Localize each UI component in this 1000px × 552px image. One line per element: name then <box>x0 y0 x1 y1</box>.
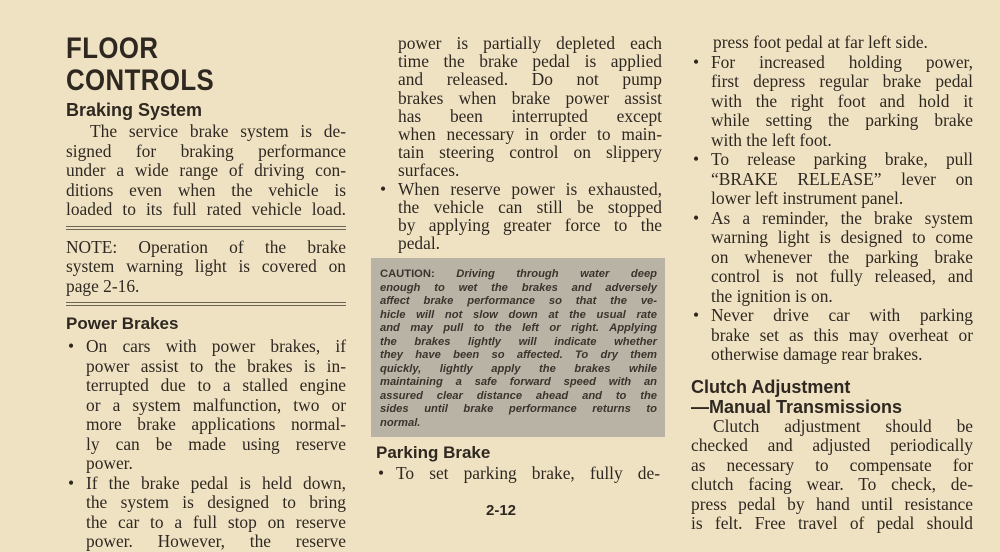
bullet-item <box>691 306 973 365</box>
text-line: signed for braking performance <box>66 140 346 161</box>
parking-brake-section <box>376 443 660 484</box>
parking-brake-heading: Parking Brake <box>376 443 491 462</box>
text-line: the brakes lightly will indicate whether <box>380 335 657 348</box>
text-line: page 2-16. <box>66 275 140 296</box>
text-line: power is partially depleted each <box>398 33 662 53</box>
text-line: When reserve power is exhausted, <box>398 178 662 199</box>
text-line: hicle will not slow down at the usual rate <box>380 308 657 321</box>
bullet-item <box>66 474 346 552</box>
text-line: To set parking brake, fully de- <box>396 463 660 483</box>
clutch-subheading: —Manual Transmissions <box>691 396 903 417</box>
text-line: with the left foot. <box>711 129 832 150</box>
text-line: NOTE: Operation of the brake <box>66 236 346 257</box>
text-line: “BRAKE RELEASE” lever on <box>711 168 973 189</box>
text-line: the ignition is on. <box>711 285 833 306</box>
text-line: Never drive car with parking <box>711 305 973 325</box>
divider <box>66 302 346 306</box>
text-line: enough to wet the brakes and adversely <box>380 281 657 294</box>
text-line: For increased holding power, <box>711 51 973 72</box>
text-line: surfaces. <box>398 160 460 181</box>
caution-text: Driving through water deep <box>456 268 657 280</box>
caution-label: CAUTION: <box>380 268 435 280</box>
page-number: 2-12 <box>485 502 517 519</box>
text-line: On cars with power brakes, if <box>86 336 346 356</box>
bullet-icon: • <box>693 149 700 169</box>
text-line: the system is designed to bring <box>86 492 346 512</box>
text-line: clutch facing wear. To check, de- <box>691 474 973 494</box>
text-line: ditions even when the vehicle is <box>66 179 346 200</box>
text-line <box>380 268 657 282</box>
text-line: on whenever the parking brake <box>711 246 973 267</box>
text-line: power assist to the brakes is in- <box>86 355 346 376</box>
column-3 <box>691 33 973 534</box>
text-line: maintaining a safe forward speed with an <box>380 376 657 388</box>
text-line: power. However, the reserve <box>86 531 346 551</box>
text-line: the vehicle can still be stopped <box>398 196 662 217</box>
bullet-icon: • <box>693 51 700 72</box>
bullet-item <box>66 337 346 474</box>
text-line: If the brake pedal is held down, <box>86 472 346 493</box>
bullet-icon: • <box>693 207 700 228</box>
text-line: control is not fully released, and <box>711 266 973 286</box>
note-paragraph <box>66 238 346 297</box>
bullet-icon: • <box>68 336 75 356</box>
text-line: time the brake pedal is applied <box>398 51 662 72</box>
bullet-item <box>691 209 973 307</box>
page-title: FLOOR CONTROLS <box>66 32 215 97</box>
divider <box>66 226 346 230</box>
bullet-item <box>378 180 662 253</box>
text-line: affect brake performance so that the ve- <box>380 295 657 307</box>
text-line: ly can be made using reserve <box>86 433 346 454</box>
text-line: terrupted due to a stalled engine <box>86 375 346 395</box>
text-line: and may pull to the left or right. Applying <box>380 322 657 334</box>
caution-box <box>371 258 665 437</box>
text-line: by applying greater force to the <box>398 215 662 236</box>
text-line: the car to a full stop on reserve <box>86 511 346 532</box>
bullet-icon: • <box>378 463 385 483</box>
bullet-icon: • <box>68 472 75 493</box>
text-line: otherwise damage rear brakes. <box>711 344 923 364</box>
text-line: has been interrupted except <box>398 105 662 126</box>
column-2 <box>378 34 662 252</box>
text-line: lower left instrument panel. <box>711 188 904 208</box>
text-line: pedal. <box>398 233 441 254</box>
text-line: with the right foot and hold it <box>711 90 973 111</box>
braking-system-heading: Braking System <box>66 100 203 120</box>
text-line: under a wide range of driving con- <box>66 160 346 180</box>
text-line: brake set as this may overheat or <box>711 324 973 345</box>
text-line: brakes when brake power assist <box>398 87 662 108</box>
text-line: system warning light is covered on <box>66 256 346 276</box>
text-line: or a system malfunction, two or <box>86 394 346 415</box>
text-line: they have been so affected. To dry them <box>380 349 657 361</box>
text-line: while setting the parking brake <box>711 110 973 130</box>
text-line: As a reminder, the brake system <box>711 207 973 228</box>
bullet-icon: • <box>380 178 387 199</box>
clutch-section <box>691 377 973 534</box>
text-line: press pedal by hand until resistance <box>691 493 973 514</box>
bullet-item <box>691 150 973 209</box>
text-line: more brake applications normal- <box>86 414 346 434</box>
clutch-heading: Clutch Adjustment <box>691 376 851 397</box>
bullet-icon: • <box>693 305 700 325</box>
text-line: when necessary in order to main- <box>398 124 662 145</box>
text-line: as necessary to compensate for <box>691 454 973 475</box>
text-line: sides until brake performance returns to <box>380 403 657 415</box>
text-line: checked and adjusted periodically <box>691 435 973 455</box>
power-continued <box>378 34 662 180</box>
bullet-item <box>376 464 660 484</box>
text-line: first depress regular brake pedal <box>711 71 973 91</box>
bullet-item <box>691 53 973 151</box>
text-line: The service brake system is de- <box>90 121 346 141</box>
text-line: warning light is designed to come <box>711 227 973 247</box>
braking-paragraph <box>66 122 346 220</box>
text-line: is felt. Free travel of pedal should <box>691 513 973 533</box>
text-line: tain steering control on slippery <box>398 142 662 163</box>
text-line: loaded to its full rated vehicle load. <box>66 199 346 219</box>
column-1 <box>66 33 346 552</box>
text-line: quickly, lightly apply the brakes while <box>380 362 657 375</box>
power-brakes-heading: Power Brakes <box>66 314 179 333</box>
text-line: To release parking brake, pull <box>711 149 973 169</box>
text-line: and released. Do not pump <box>398 69 662 90</box>
text-line: press foot pedal at far left side. <box>713 32 928 52</box>
text-line: assured clear distance ahead and to the <box>380 389 657 402</box>
text-line: Clutch adjustment should be <box>713 415 973 436</box>
text-line: power. <box>86 453 133 473</box>
text-line: normal. <box>380 416 421 429</box>
